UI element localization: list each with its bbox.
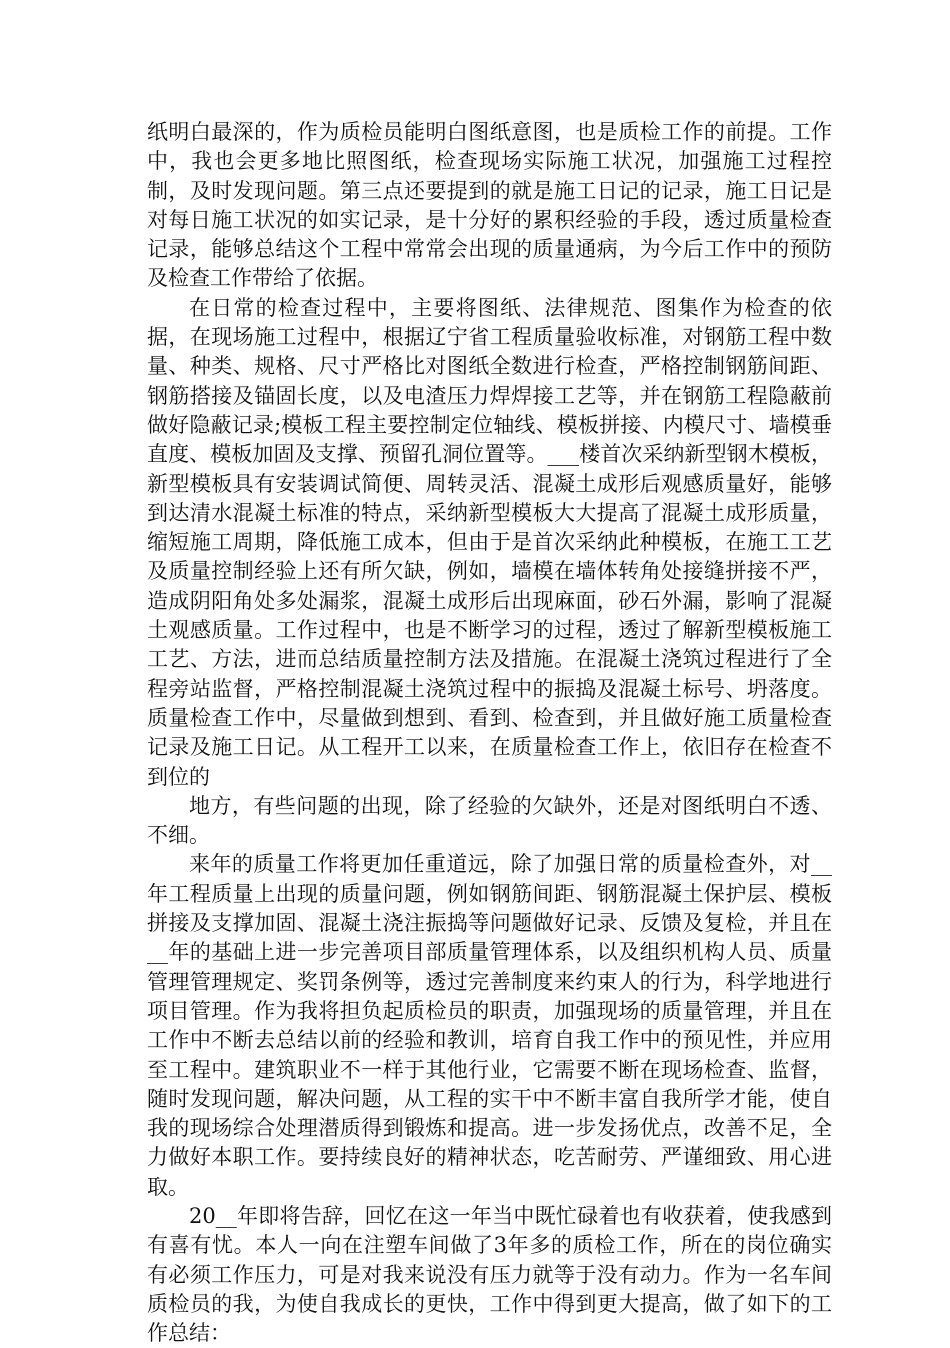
paragraph-2: 在日常的检查过程中，主要将图纸、法律规范、图集作为检查的依据，在现场施工过程中，根据辽宁省工程质量验收标准，对钢筋工程中数量、种类、规格、尺寸严格比对图纸全数进行检查，严格控制钢筋间距、钢筋搭接及锚固长度，以及电渣压力焊焊接工艺等，并在钢筋工程隐蔽前做好隐蔽记录;模板工程主要控制定位轴线、模板拼接、内模尺寸、墙模垂直度、模板加固及支撑、预留孔洞位置等。___楼首次采纳新型钢木模板，新型模板具有安装调试简便、周转灵活、混凝土成形后观感质量好，能够到达清水混凝土标准的特点，采纳新型模板大大提高了混凝土成形质量，缩短施工周期，降低施工成本，但由于是首次采纳此种模板，在施工工艺及质量控制经验上还有所欠缺，例如，墙模在墙体转角处接缝拼接不严，造成阴阳角处多处漏浆，混凝土成形后出现麻面，砂石外漏，影响了混凝土观感质量。工作过程中，也是不断学习的过程，透过了解新型模板施工工艺、方法，进而总结质量控制方法及措施。在混凝土浇筑过程进行了全程旁站监督，严格控制混凝土浇筑过程中的振捣及混凝土标号、坍落度。质量检查工作中，尽量做到想到、看到、检查到，并且做好施工质量检查记录及施工日记。从工程开工以来，在质量检查工作上，依旧存在检查不到位的 bbox=[147, 295, 832, 789]
paragraph-3: 地方，有些问题的出现，除了经验的欠缺外，还是对图纸明白不透、不细。 bbox=[147, 793, 832, 848]
document-body bbox=[147, 118, 832, 1348]
paragraph-4: 来年的质量工作将更加任重道远，除了加强日常的质量检查外，对__年工程质量上出现的质量问题，例如钢筋间距、钢筋混凝土保护层、模板拼接及支撑加固、混凝土浇注振捣等问题做好记录、反馈及复检，并且在__年的基础上进一步完善项目部质量管理体系，以及组织机构人员、质量管理管理规定、奖罚条例等，透过完善制度来约束人的行为，科学地进行项目管理。作为我将担负起质检员的职责，加强现场的质量管理，并且在工作中不断去总结以前的经验和教训，培育自我工作中的预见性，并应用至工程中。建筑职业不一样于其他行业，它需要不断在现场检查、监督，随时发现问题，解决问题，从工程的实干中不断丰富自我所学才能，使自我的现场综合处理潜质得到锻炼和提高。进一步发扬优点，改善不足，全力做好本职工作。要持续良好的精神状态，吃苦耐劳、严谨细致、用心进取。 bbox=[147, 852, 832, 1199]
paragraph-5: 20__年即将告辞，回忆在这一年当中既忙碌着也有收获着，使我感到有喜有忧。本人一向在注塑车间做了3年多的质检工作，所在的岗位确实有必须工作压力，可是对我来说没有压力就等于没有动力。作为一名车间质检员的我，为使自我成长的更快，工作中得到更大提高，做了如下的工作总结： bbox=[147, 1203, 832, 1346]
paragraph-1: 纸明白最深的，作为质检员能明白图纸意图，也是质检工作的前提。工作中，我也会更多地比照图纸，检查现场实际施工状况，加强施工过程控制，及时发现问题。第三点还要提到的就是施工日记的记录，施工日记是对每日施工状况的如实记录，是十分好的累积经验的手段，透过质量检查记录，能够总结这个工程中常常会出现的质量通病，为今后工作中的预防及检查工作带给了依据。 bbox=[147, 120, 832, 291]
